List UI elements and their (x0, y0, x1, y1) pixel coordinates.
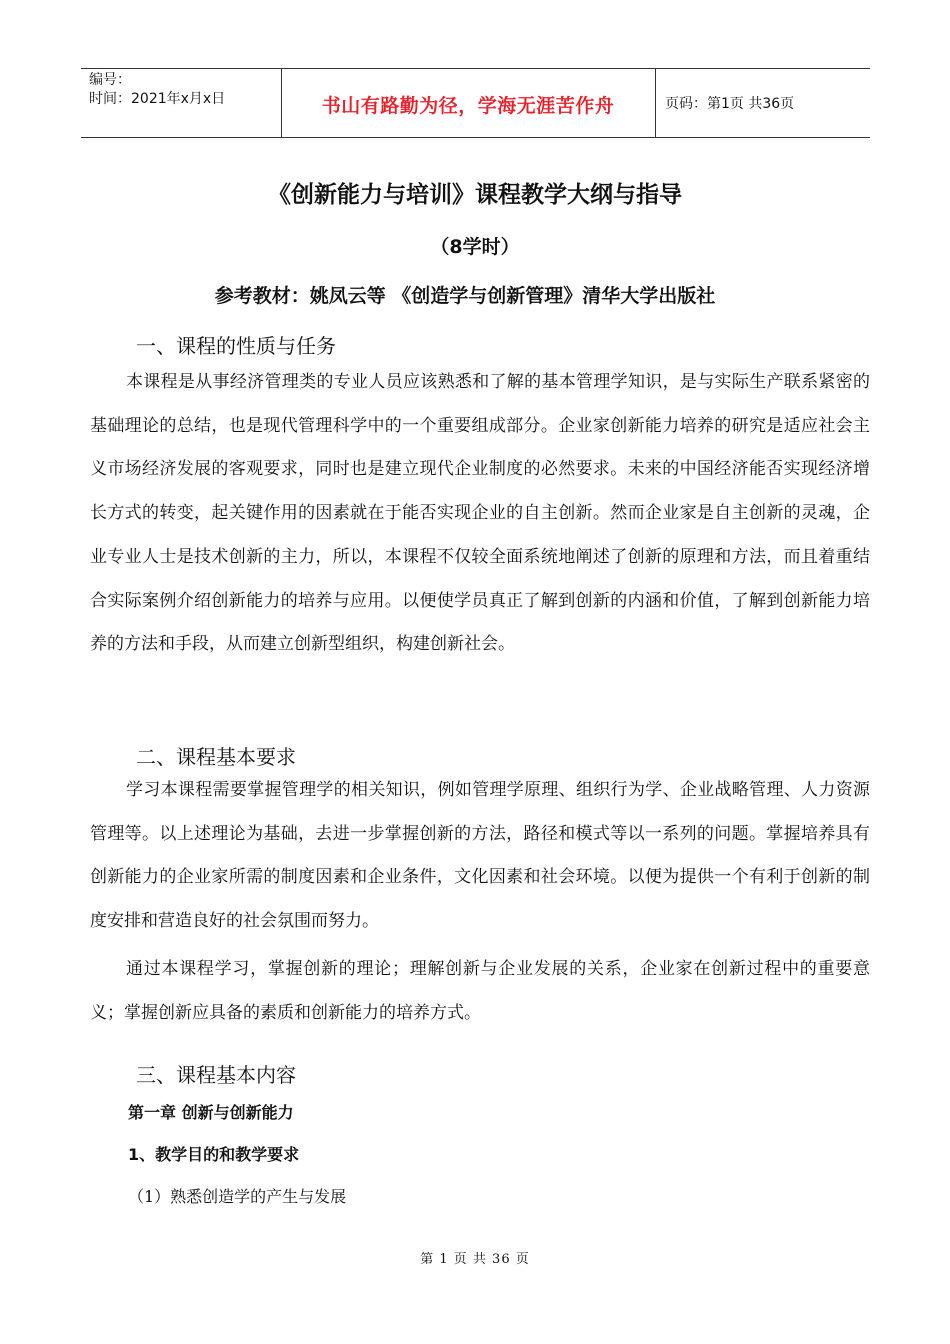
section-2-paragraph-1: 学习本课程需要掌握管理学的相关知识，例如管理学原理、组织行为学、企业战略管理、人力资源管理等。以上述理论为基础，去进一步掌握创新的方法，路径和模式等以一系列的问题。掌握培养具有创新能力的企业家所需的制度因素和企业条件，文化因素和社会环境。以便为提供一个有利于创新的制度安排和营造良好的社会氛围而努力。 (90, 780, 870, 932)
section-2-paragraph-2: 通过本课程学习，掌握创新的理论；理解创新与企业发展的关系，企业家在创新过程中的重要意义；掌握创新应具备的素质和创新能力的培养方式。 (90, 959, 870, 1023)
header-motto: 书山有路勤为径，学海无涯苦作舟 (321, 95, 615, 117)
reference-textbook: 参考教材：姚凤云等 《创造学与创新管理》清华大学出版社 (214, 285, 716, 307)
section-1-paragraph: 本课程是从事经济管理类的专业人员应该熟悉和了解的基本管理学知识，是与实际生产联系紧密的基础理论的总结，也是现代管理科学中的一个重要组成部分。企业家创新能力培养的研究是适应社会主义市场经济发展的客观要求，同时也是建立现代企业制度的必然要求。未来的中国经济能否实现经济增长方式的转变，起关键作用的因素就在于能否实现企业的自主创新。然而企业家是自主创新的灵魂，企业专业人士是技术创新的主力，所以，本课程不仅较全面系统地阐述了创新的原理和方法，而且着重结合实际案例介绍创新能力的培养与应用。以便使学员真正了解到创新的内涵和价值，了解到创新能力培养的方法和手段，从而建立创新型组织，构建创新社会。 (90, 372, 870, 655)
chapter-heading: 第一章 创新与创新能力 (128, 1103, 294, 1122)
page-footer: 第 1 页 共 36 页 (420, 1252, 530, 1267)
section-heading-2: 二、课程基本要求 (136, 745, 296, 769)
header-table (81, 68, 870, 138)
section-heading-3: 三、课程基本内容 (136, 1063, 296, 1087)
time-label: 时间：2021年x月x日 (89, 91, 226, 107)
document-subtitle: （8学时） (430, 236, 520, 258)
header-divider (655, 69, 656, 137)
document-title: 《创新能力与培训》课程教学大纲与指导 (268, 182, 682, 208)
header-meta (89, 71, 279, 109)
header-page-info: 页码：第1页 共36页 (665, 96, 795, 112)
list-item: （1）熟悉创造学的产生与发展 (128, 1187, 347, 1206)
section-heading-1: 一、课程的性质与任务 (136, 334, 336, 358)
subsection-heading: 1、教学目的和教学要求 (128, 1145, 300, 1164)
number-label: 编号： (89, 72, 131, 88)
